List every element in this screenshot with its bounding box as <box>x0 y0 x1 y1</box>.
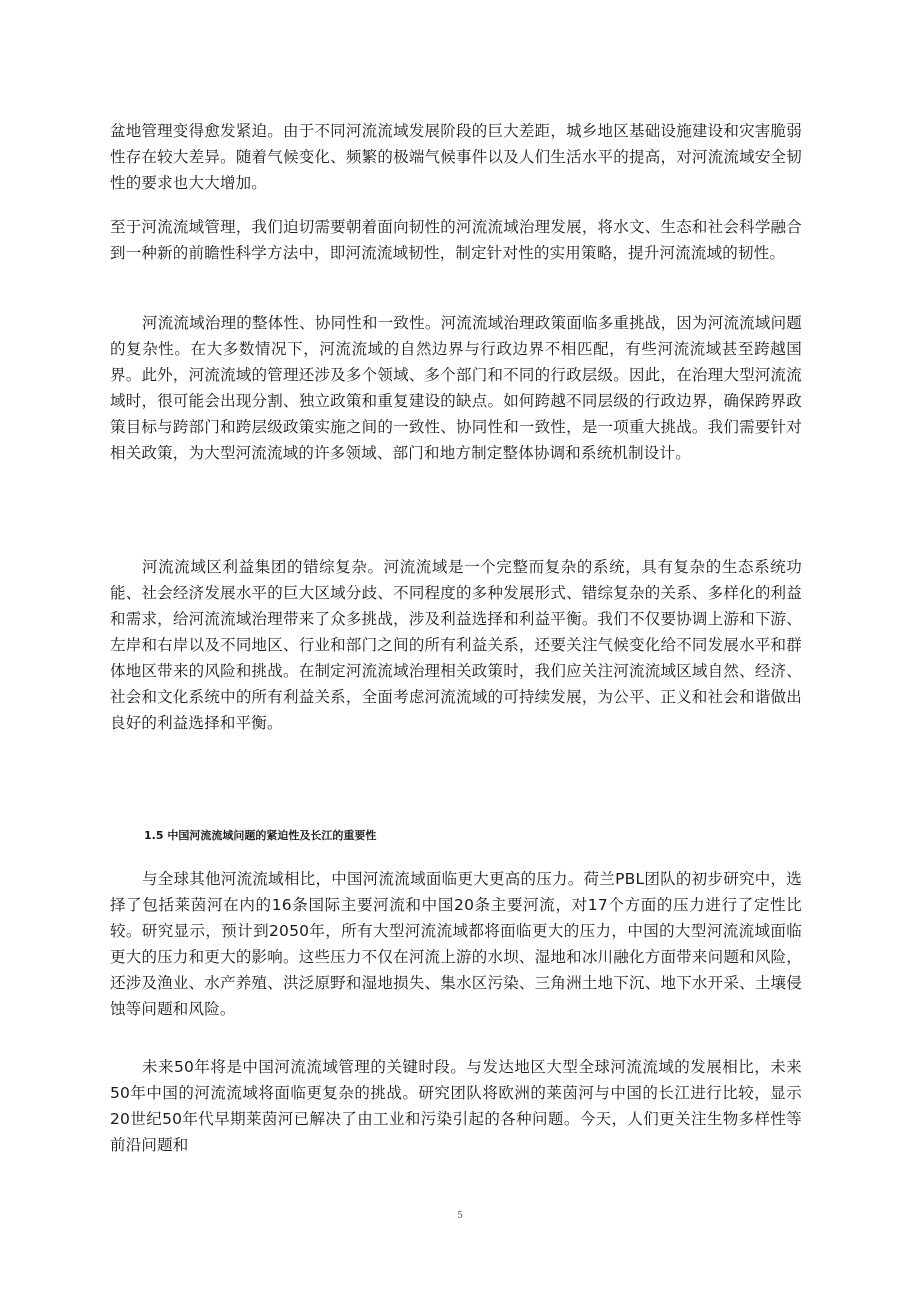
section-heading: 1.5 中国河流流域问题的紧迫性及长江的重要性 <box>144 829 377 842</box>
paragraph-global-comparison: 与全球其他河流流域相比，中国河流流域面临更大更高的压力。荷兰PBL团队的初步研究中，选择了包括莱茵河在内的16条国际主要河流和中国20条主要河流，对17个方面的压力进行了定性比较。研究显示，预计到2050年，所有大型河流流域都将面临更大的压力，中国的大型河流流域面临更大的压力和更大的影响。这些压力不仅在河流上游的水坝、湿地和冰川融化方面带来问题和风险，还涉及渔业、水产养殖、洪泛原野和湿地损失、集水区污染、三角洲土地下沉、地下水开采、土壤侵蚀等问题和风险。 <box>110 870 802 1018</box>
paragraph-resilience-governance: 至于河流流域管理，我们迫切需要朝着面向韧性的河流流域治理发展，将水文、生态和社会科学融合到一种新的前瞻性科学方法中，即河流流域韧性，制定针对性的实用策略，提升河流流域的韧性。 <box>110 218 802 262</box>
paragraph-interest-groups: 河流流域区利益集团的错综复杂。河流流域是一个完整而复杂的系统，具有复杂的生态系统功能、社会经济发展水平的巨大区域分歧、不同程度的多种发展形式、错综复杂的关系、多样化的利益和需求，给河流流域治理带来了众多挑战，涉及利益选择和利益平衡。我们不仅要协调上游和下游、左岸和右岸以及不同地区、行业和部门之间的所有利益关系，还要关注气候变化给不同发展水平和群体地区带来的风险和挑战。在制定河流流域治理相关政策时，我们应关注河流流域区域自然、经济、社会和文化系统中的所有利益关系，全面考虑河流流域的可持续发展，为公平、正义和社会和谐做出良好的利益选择和平衡。 <box>110 558 802 732</box>
paragraph-next-fifty-years: 未来50年将是中国河流流域管理的关键时段。与发达地区大型全球河流流域的发展相比，未来50年中国的河流流域将面临更复杂的挑战。研究团队将欧洲的莱茵河与中国的长江进行比较，显示20世纪50年代早期莱茵河已解决了由工业和污染引起的各种问题。今天，人们更关注生物多样性等前沿问题和 <box>110 1058 802 1154</box>
paragraph-governance-coherence: 河流流域治理的整体性、协同性和一致性。河流流域治理政策面临多重挑战，因为河流流域问题的复杂性。在大多数情况下，河流流域的自然边界与行政边界不相匹配，有些河流流域甚至跨越国界。此外，河流流域的管理还涉及多个领域、多个部门和不同的行政层级。因此，在治理大型河流流域时，很可能会出现分割、独立政策和重复建设的缺点。如何跨越不同层级的行政边界，确保跨界政策目标与跨部门和跨层级政策实施之间的一致性、协同性和一致性，是一项重大挑战。我们需要针对相关政策，为大型河流流域的许多领域、部门和地方制定整体协调和系统机制设计。 <box>110 314 802 462</box>
page-number: 5 <box>457 1211 463 1221</box>
paragraph-basin-management-urgency: 盆地管理变得愈发紧迫。由于不同河流流域发展阶段的巨大差距，城乡地区基础设施建设和灾害脆弱性存在较大差异。随着气候变化、频繁的极端气候事件以及人们生活水平的提高，对河流流域安全韧性的要求也大大增加。 <box>110 122 802 192</box>
